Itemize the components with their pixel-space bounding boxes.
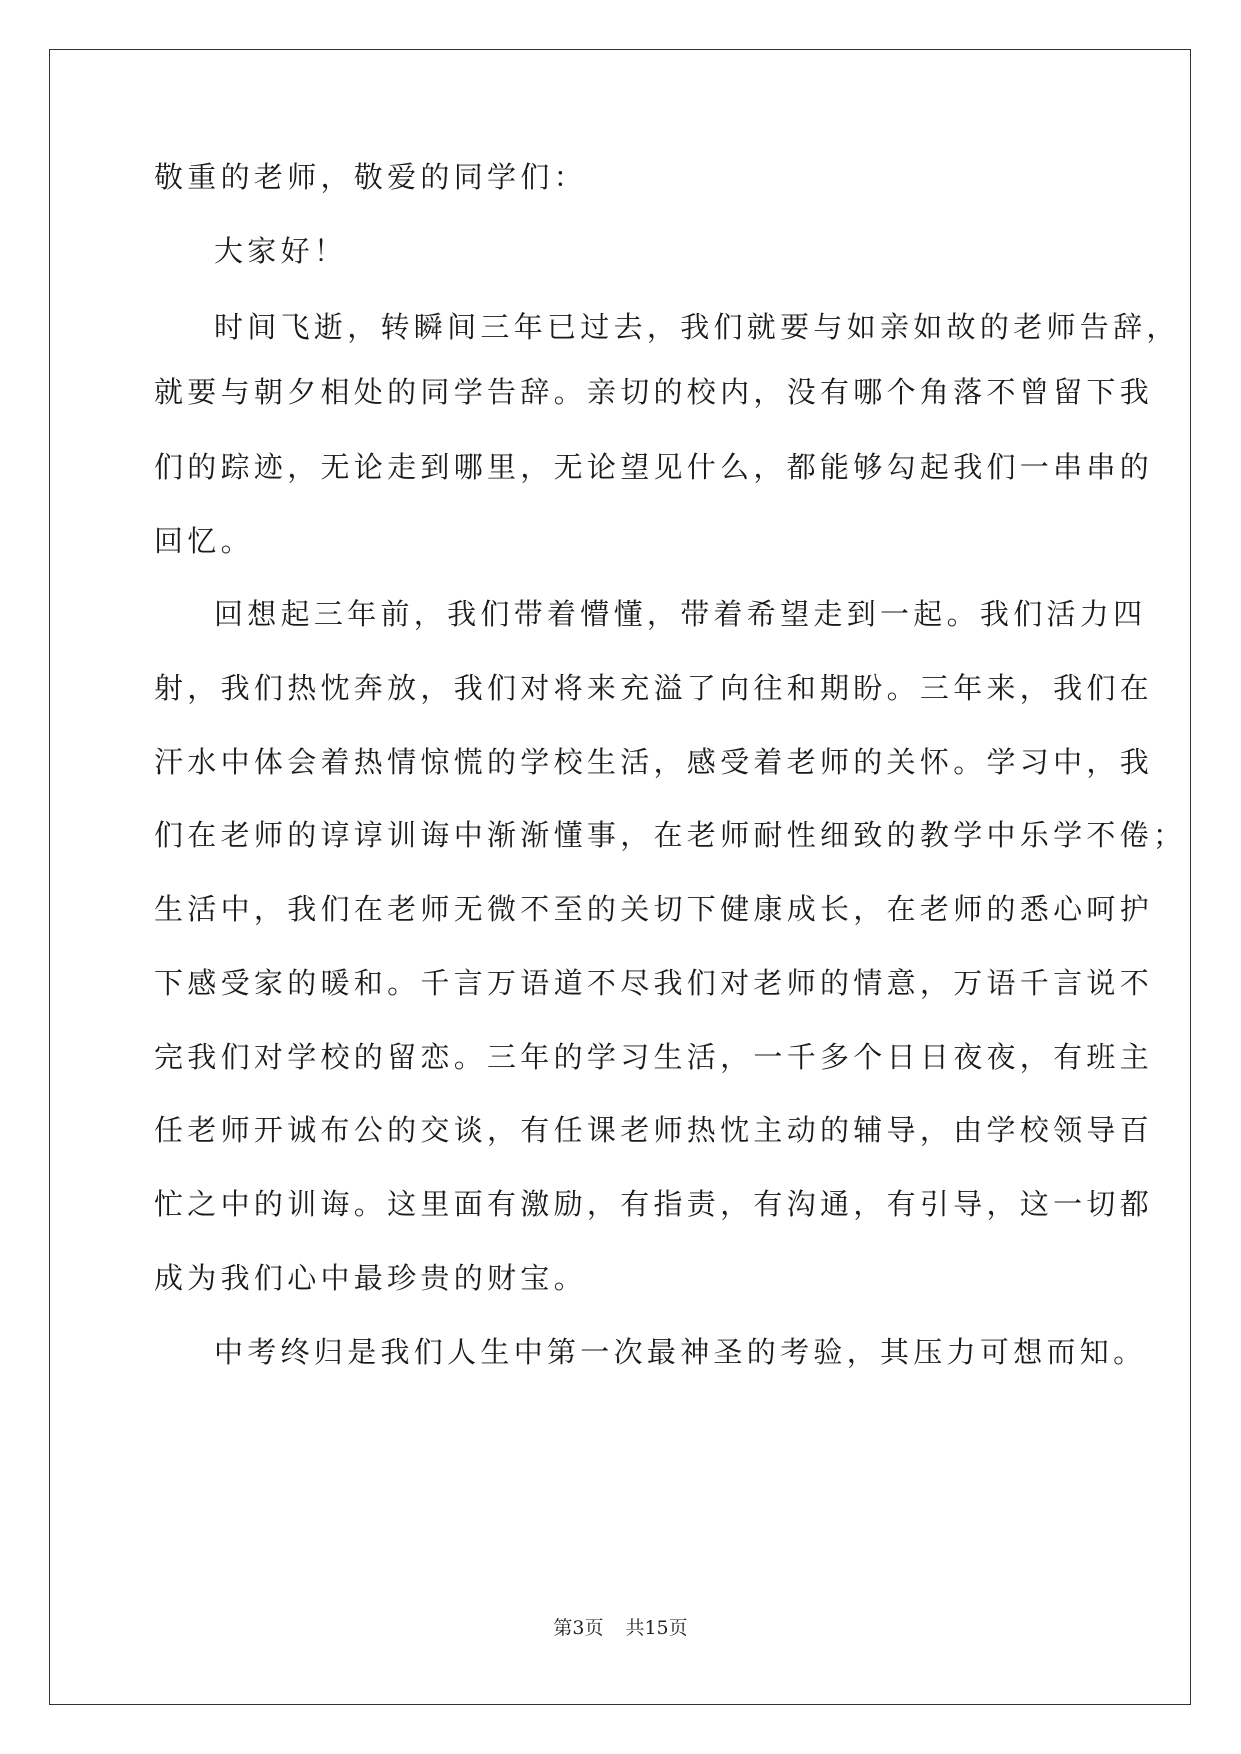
body-text-line: 就要与朝夕相处的同学告辞。亲切的校内，没有哪个角落不曾留下我 <box>154 375 1154 409</box>
body-text-line: 们的踪迹，无论走到哪里，无论望见什么，都能够勾起我们一串串的 <box>154 450 1154 484</box>
body-text-line: 忙之中的训诲。这里面有激励，有指责，有沟通，有引导，这一切都 <box>154 1187 1154 1221</box>
body-text-line: 们在老师的谆谆训诲中渐渐懂事，在老师耐性细致的教学中乐学不倦； <box>154 818 1187 852</box>
page-total: 共15页 <box>625 1617 688 1639</box>
body-text-line: 时间飞逝，转瞬间三年已过去，我们就要与如亲如故的老师告辞， <box>214 310 1180 344</box>
page-number: 第3页 <box>553 1617 604 1639</box>
body-text-line: 回想起三年前，我们带着懵懂，带着希望走到一起。我们活力四 <box>214 597 1147 631</box>
body-text-line: 汗水中体会着热情惊慌的学校生活，感受着老师的关怀。学习中，我 <box>154 745 1154 779</box>
body-text-line: 下感受家的暖和。千言万语道不尽我们对老师的情意，万语千言说不 <box>154 966 1154 1000</box>
body-text-line: 中考终归是我们人生中第一次最神圣的考验，其压力可想而知。 <box>214 1335 1147 1369</box>
body-text-line: 成为我们心中最珍贵的财宝。 <box>154 1261 587 1295</box>
salutation-line: 敬重的老师，敬爱的同学们： <box>154 160 587 194</box>
greeting-line: 大家好！ <box>214 234 348 268</box>
page-border <box>49 49 1191 1705</box>
body-text-line: 回忆。 <box>154 524 254 558</box>
body-text-line: 射，我们热忱奔放，我们对将来充溢了向往和期盼。三年来，我们在 <box>154 671 1154 705</box>
body-text-line: 任老师开诚布公的交谈，有任课老师热忱主动的辅导，由学校领导百 <box>154 1113 1154 1147</box>
body-text-line: 生活中，我们在老师无微不至的关切下健康成长，在老师的悉心呵护 <box>154 892 1154 926</box>
page-footer <box>0 1616 1241 1640</box>
body-text-line: 完我们对学校的留恋。三年的学习生活，一千多个日日夜夜，有班主 <box>154 1040 1154 1074</box>
